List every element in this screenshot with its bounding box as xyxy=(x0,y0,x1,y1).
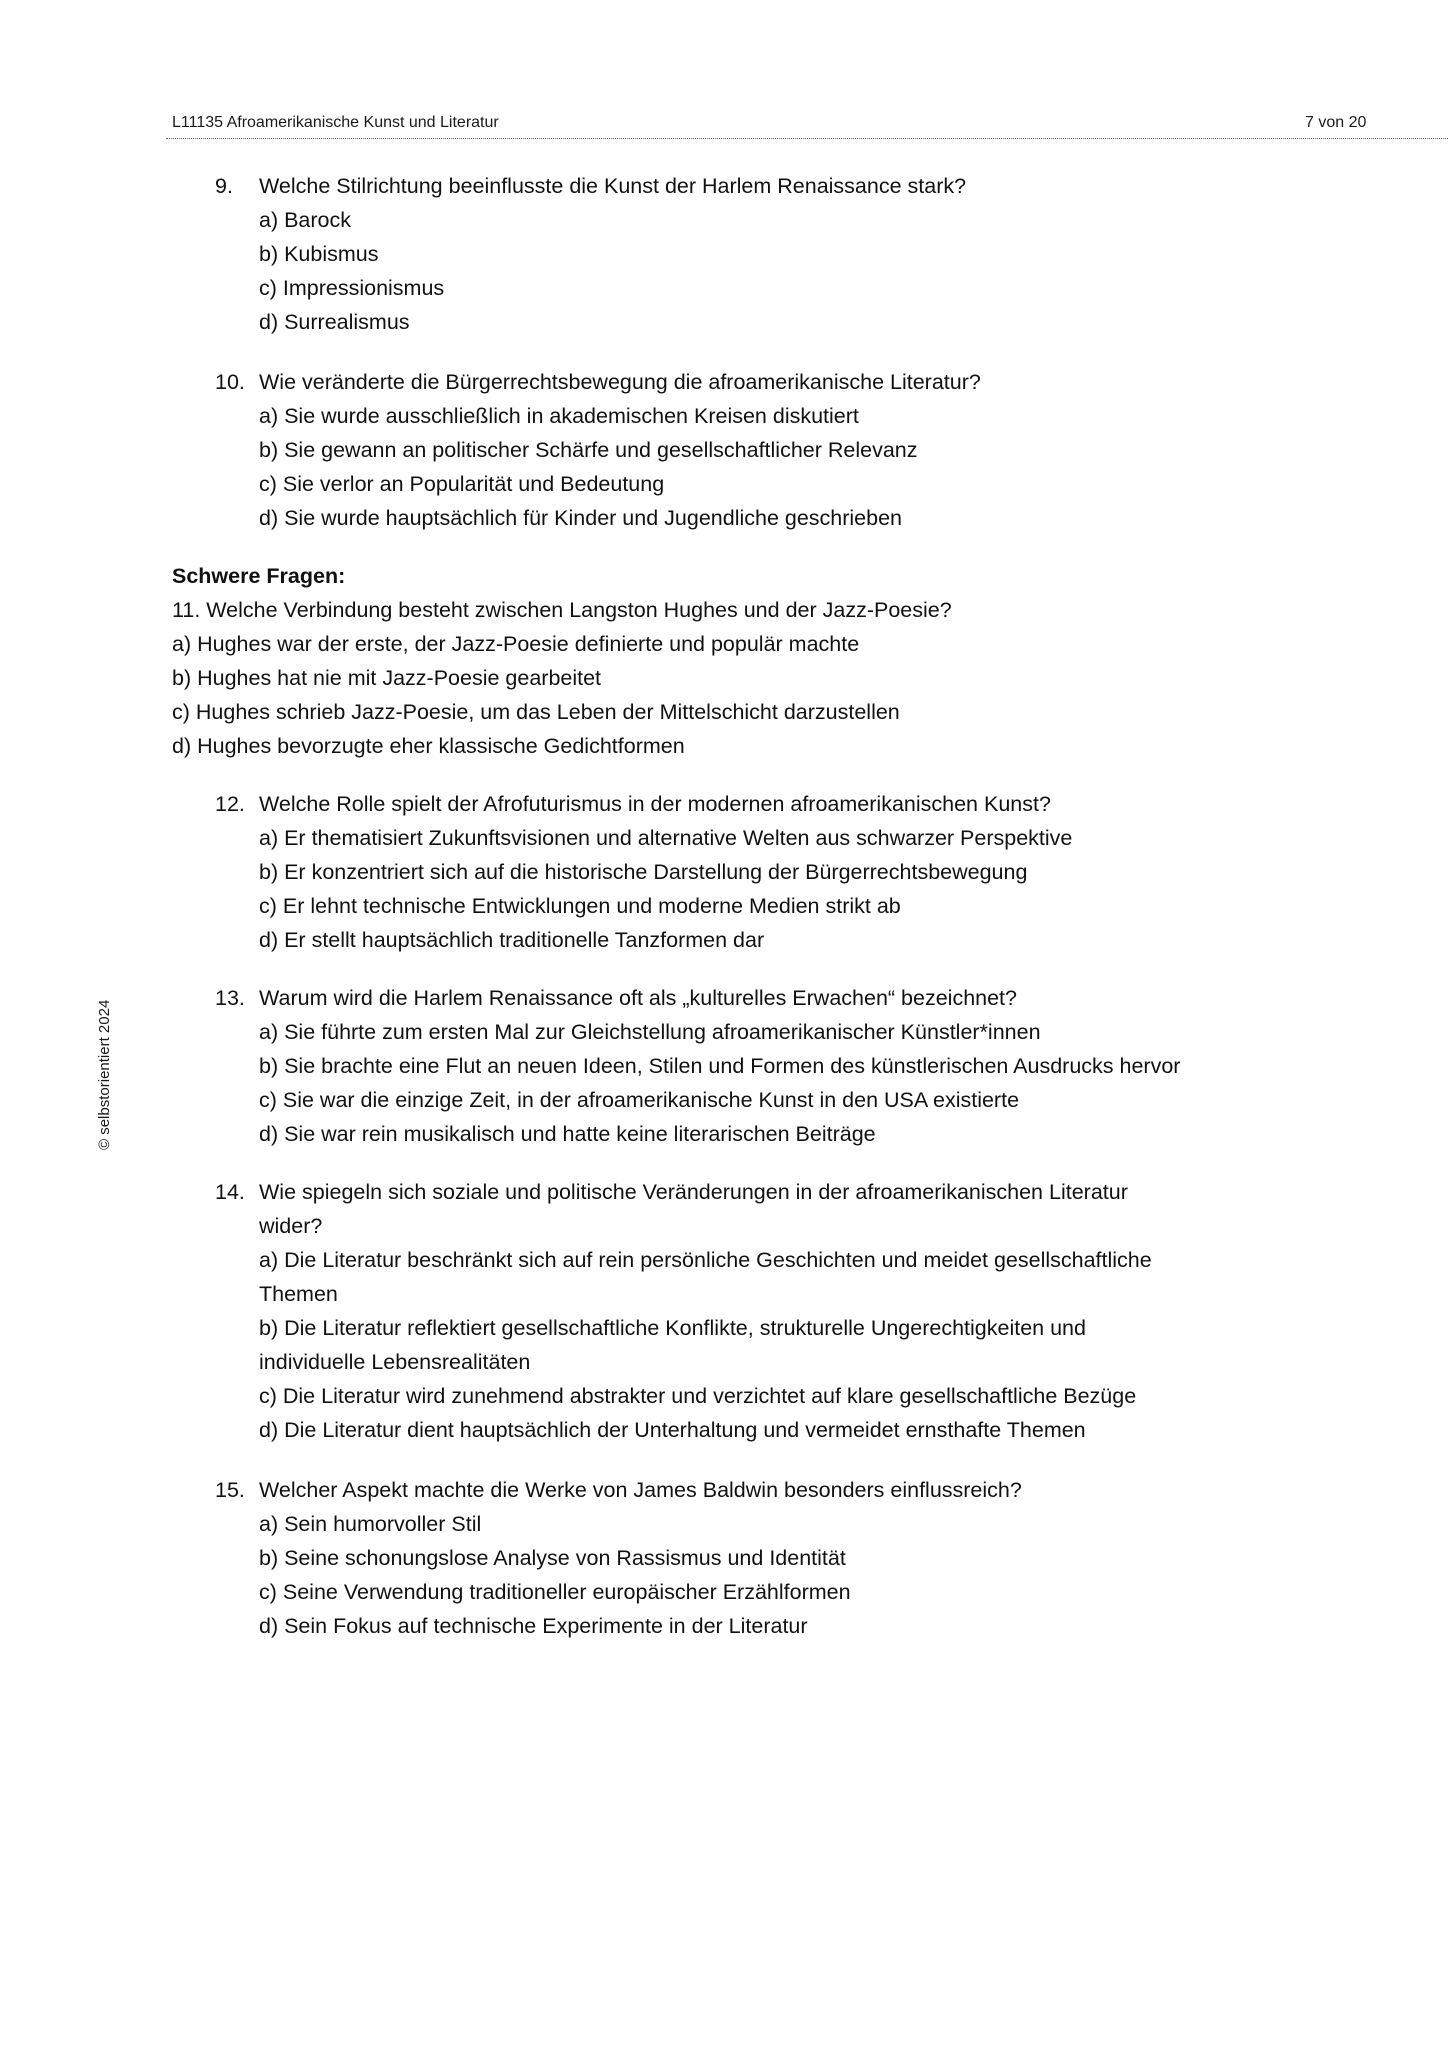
question-text: Warum wird die Harlem Renaissance oft als „kulturelles Erwachen“ bezeichnet? xyxy=(259,986,1017,1010)
answer-option: c) Er lehnt technische Entwicklungen und moderne Medien strikt ab xyxy=(259,894,901,918)
header-divider xyxy=(166,138,1448,139)
answer-option: b) Seine schonungslose Analyse von Rassismus und Identität xyxy=(259,1546,846,1570)
question-number: 12. xyxy=(215,792,245,816)
answer-option: d) Sie wurde hauptsächlich für Kinder und Jugendliche geschrieben xyxy=(259,506,903,530)
answer-option: a) Er thematisiert Zukunftsvisionen und alternative Welten aus schwarzer Perspektive xyxy=(259,826,1073,850)
question-text: 11. Welche Verbindung besteht zwischen Langston Hughes und der Jazz-Poesie? xyxy=(172,598,952,622)
answer-option: c) Sie verlor an Popularität und Bedeutung xyxy=(259,472,665,496)
answer-option: d) Sein Fokus auf technische Experimente in der Literatur xyxy=(259,1614,808,1638)
answer-option-continued: Themen xyxy=(259,1282,338,1306)
answer-option: a) Barock xyxy=(259,208,352,232)
section-heading: Schwere Fragen: xyxy=(172,564,346,588)
answer-option: a) Sie wurde ausschließlich in akademischen Kreisen diskutiert xyxy=(259,404,859,428)
answer-option: c) Impressionismus xyxy=(259,276,445,300)
answer-option: a) Sie führte zum ersten Mal zur Gleichstellung afroamerikanischer Künstler*innen xyxy=(259,1020,1041,1044)
answer-option: c) Hughes schrieb Jazz-Poesie, um das Leben der Mittelschicht darzustellen xyxy=(172,700,900,724)
question-number: 14. xyxy=(215,1180,245,1204)
answer-option: c) Die Literatur wird zunehmend abstrakter und verzichtet auf klare gesellschaftliche Bezüge xyxy=(259,1384,1137,1408)
page-number: 7 von 20 xyxy=(1305,114,1367,131)
question-text: Wie spiegeln sich soziale und politische Veränderungen in der afroamerikanischen Literatur xyxy=(259,1180,1128,1204)
answer-option: d) Hughes bevorzugte eher klassische Gedichtformen xyxy=(172,734,685,758)
answer-option: d) Er stellt hauptsächlich traditionelle Tanzformen dar xyxy=(259,928,765,952)
answer-option: c) Sie war die einzige Zeit, in der afroamerikanische Kunst in den USA existierte xyxy=(259,1088,1020,1112)
answer-option: b) Er konzentriert sich auf die historische Darstellung der Bürgerrechtsbewegung xyxy=(259,860,1028,884)
question-text: Welcher Aspekt machte die Werke von James Baldwin besonders einflussreich? xyxy=(259,1478,1022,1502)
answer-option: b) Sie gewann an politischer Schärfe und gesellschaftlicher Relevanz xyxy=(259,438,918,462)
question-number: 9. xyxy=(215,174,233,198)
question-text: Welche Stilrichtung beeinflusste die Kunst der Harlem Renaissance stark? xyxy=(259,174,967,198)
question-text-continued: wider? xyxy=(259,1214,323,1238)
answer-option: b) Hughes hat nie mit Jazz-Poesie gearbeitet xyxy=(172,666,602,690)
answer-option: d) Sie war rein musikalisch und hatte keine literarischen Beiträge xyxy=(259,1122,876,1146)
question-text: Wie veränderte die Bürgerrechtsbewegung die afroamerikanische Literatur? xyxy=(259,370,981,394)
answer-option: b) Die Literatur reflektiert gesellschaftliche Konflikte, strukturelle Ungerechtigkeiten und xyxy=(259,1316,1086,1340)
answer-option: a) Die Literatur beschränkt sich auf rein persönliche Geschichten und meidet gesellschaftliche xyxy=(259,1248,1152,1272)
answer-option: b) Sie brachte eine Flut an neuen Ideen, Stilen und Formen des künstlerischen Ausdrucks hervor xyxy=(259,1054,1181,1078)
question-number: 13. xyxy=(215,986,245,1010)
question-text: Welche Rolle spielt der Afrofuturismus in der modernen afroamerikanischen Kunst? xyxy=(259,792,1051,816)
answer-option-continued: individuelle Lebensrealitäten xyxy=(259,1350,531,1374)
answer-option: d) Die Literatur dient hauptsächlich der Unterhaltung und vermeidet ernsthafte Themen xyxy=(259,1418,1086,1442)
document-title: L11135 Afroamerikanische Kunst und Literatur xyxy=(172,114,499,131)
answer-option: d) Surrealismus xyxy=(259,310,410,334)
answer-option: a) Hughes war der erste, der Jazz-Poesie definierte und populär machte xyxy=(172,632,860,656)
question-number: 15. xyxy=(215,1478,245,1502)
copyright-notice: © selbstorientiert 2024 xyxy=(96,999,113,1150)
question-number: 10. xyxy=(215,370,245,394)
answer-option: b) Kubismus xyxy=(259,242,379,266)
answer-option: a) Sein humorvoller Stil xyxy=(259,1512,482,1536)
answer-option: c) Seine Verwendung traditioneller europäischer Erzählformen xyxy=(259,1580,851,1604)
